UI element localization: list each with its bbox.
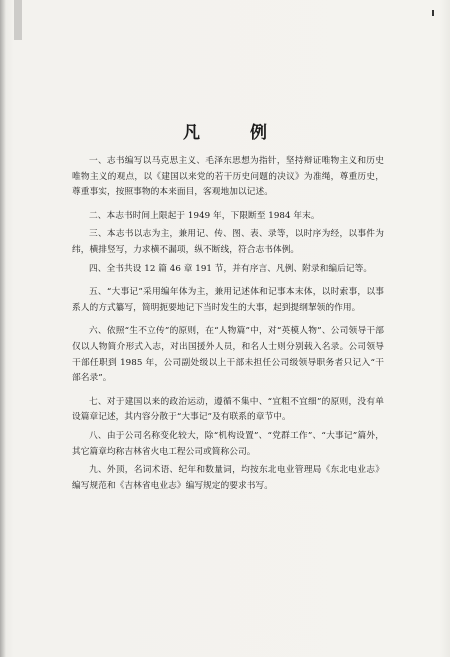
conventions-body: [72, 154, 384, 502]
scan-tick: [432, 10, 434, 16]
convention-item-1: 一、志书编写以马克思主义、毛泽东思想为指针，坚持辩证唯物主义和历史唯物主义的观点，以《建国以来党的若干历史问题的决议》为准绳，尊重历史，尊重事实，按照事物的本来面目，客观地加以记述。: [72, 156, 384, 198]
convention-item-2: 二、本志书时间上限起于 1949 年，下限断至 1984 年末。: [89, 210, 320, 221]
binding-edge-shadow: [0, 0, 6, 657]
convention-item-6: 六、依照“生不立传”的原则，在“人物篇”中，对“英模人物”、公司领导干部仅以人物简介形式入志，对出国援外人员，和名人士则分别载入名录。公司领导干部任职到 1985 年，公司副处级以上干部未担任公司级领导职务者只记入“干部名录”。: [72, 326, 384, 384]
page-title: 凡 例: [183, 123, 289, 143]
scan-mark: [14, 0, 22, 40]
convention-item-8: 八、由于公司名称变化较大，除“机构设置”、“党群工作”、“大事记”篇外，其它篇章均称吉林省火电工程公司或简称公司。: [72, 430, 384, 457]
convention-item-9: 九、外顶，名词术语、纪年和数量词，均按东北电业管理局《东北电业志》编写规范和《吉林省电业志》编写规定的要求书写。: [72, 465, 384, 491]
convention-item-7: 七、对于建国以来的政治运动，遵循不集中、“宜粗不宜细”的原则，没有单设篇章记述，其内容分散于“大事记”及有联系的章节中。: [72, 396, 384, 423]
convention-item-3: 三、本志书以志为主，兼用记、传、图、表、录等，以时序为经，以事件为纬，横排竖写，力求横不漏项，纵不断线，符合志书体例。: [72, 229, 384, 255]
convention-item-4: 四、全书共设 12 篇 46 章 191 节，并有序言、凡例、附录和编后记等。: [89, 263, 373, 274]
convention-item-5: 五、“大事记”采用编年体为主，兼用记述体和记事本末体，以时索事，以事系人的方式纂写，简明扼要地记下当时发生的大事，起到提纲挈领的作用。: [72, 287, 384, 313]
